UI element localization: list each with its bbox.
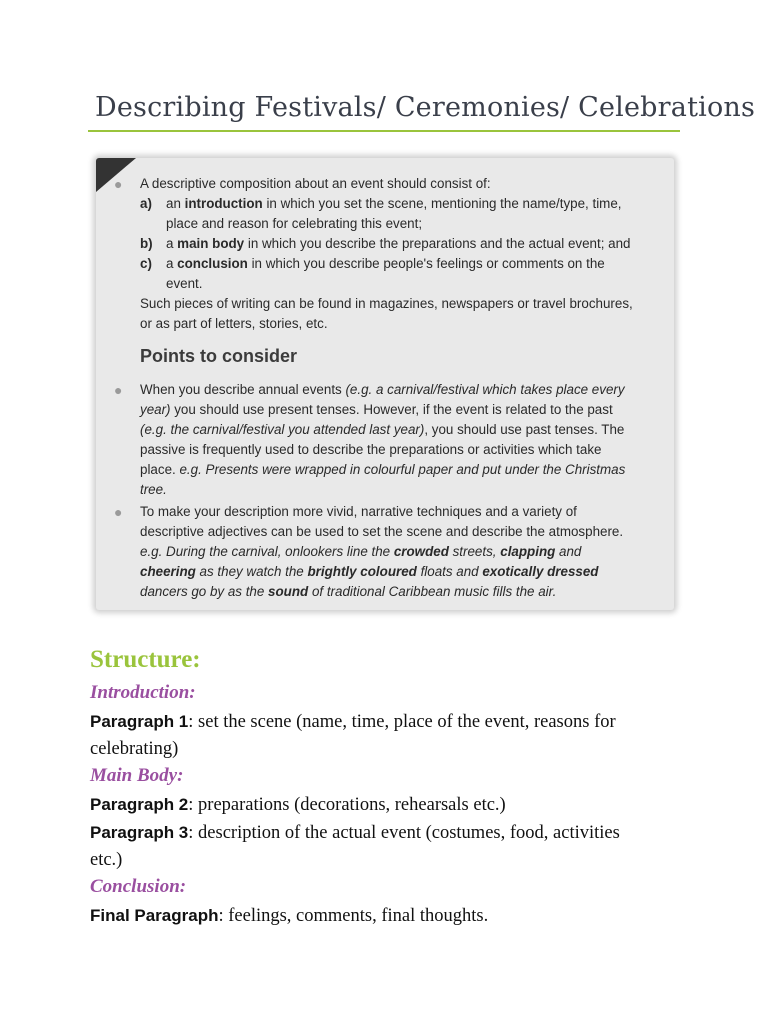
bullet-icon: ●: [114, 504, 123, 520]
paragraph-1-cont: celebrating): [90, 739, 179, 759]
paragraph-3-cont: etc.): [90, 850, 123, 870]
point-1: ● When you describe annual events (e.g. a carnival/festival which takes place every: [114, 382, 625, 398]
final-paragraph: Final Paragraph: feelings, comments, final thoughts.: [90, 906, 489, 926]
page-title: Describing Festivals/ Ceremonies/ Celebrations: [95, 92, 756, 123]
list-item-c: c) a conclusion in which you describe people's feelings or comments on the: [140, 256, 605, 271]
note-line-1: Such pieces of writing can be found in magazines, newspapers or travel brochures,: [140, 296, 633, 311]
conclusion-heading: Conclusion:: [90, 876, 187, 897]
introduction-heading: Introduction:: [90, 682, 196, 703]
structure-body: [90, 682, 690, 930]
list-item-a-cont: place and reason for celebrating this event;: [166, 216, 423, 231]
bullet-icon: ●: [114, 382, 123, 398]
structure-heading: Structure:: [90, 646, 201, 673]
list-item-b: b) a main body in which you describe the preparations and the actual event; and: [140, 236, 631, 251]
paragraph-2: Paragraph 2: preparations (decorations, rehearsals etc.): [90, 795, 506, 815]
intro-bullet: [114, 174, 656, 194]
note-line-2: or as part of letters, stories, etc.: [140, 316, 328, 331]
points-heading: Points to consider: [140, 346, 298, 366]
list-item-a: a) an introduction in which you set the scene, mentioning the name/type, time,: [140, 196, 622, 211]
paragraph-3: Paragraph 3: description of the actual event (costumes, food, activities: [90, 823, 620, 843]
paragraph-1: Paragraph 1: set the scene (name, time, place of the event, reasons for: [90, 712, 616, 732]
point-2: ● To make your description more vivid, narrative techniques and a variety of: [114, 504, 577, 520]
bullet-icon: ●: [114, 176, 123, 192]
scanned-textbook-excerpt: ● A descriptive composition about an event should consist of: a) an introduction in which you set the scene, mentioning the name/type, time, place and reason for celebrating this event; b) a main body in which you describe the preparations and the actual event; and c) a conclusion in which you describe people's feelings or comments on the event. Such pieces of writing can be found in magazines, newspapers or travel brochures, or as part of letters, stories, etc. Points to consider ● When you describe annual events (e.g. a carnival/festival which takes place every year) you should use present tenses. However, if the event is related to the past (e.g. the carnival/festival you attended last year), you should use past tenses. The passive is frequently used to describe the preparations or activities which take place. e.g. Presents were wrapped in colourful paper and put under the Christmas tree. ● To make your description more vivid, narrative techniques and a variety of descriptive adjectives can be used to set the scene and describe the atmosphere. e.g. During the carnival, onlookers line the crowded streets, clapping and cheering as they watch the brightly coloured floats and exotically dressed dancers go by as the sound of traditional Caribbean music fills the air.: [96, 158, 674, 610]
title-underline: [88, 130, 680, 132]
main-body-heading: Main Body:: [90, 765, 184, 786]
intro-text: A descriptive composition about an event should consist of:: [140, 176, 491, 191]
list-item-c-cont: event.: [166, 276, 203, 291]
